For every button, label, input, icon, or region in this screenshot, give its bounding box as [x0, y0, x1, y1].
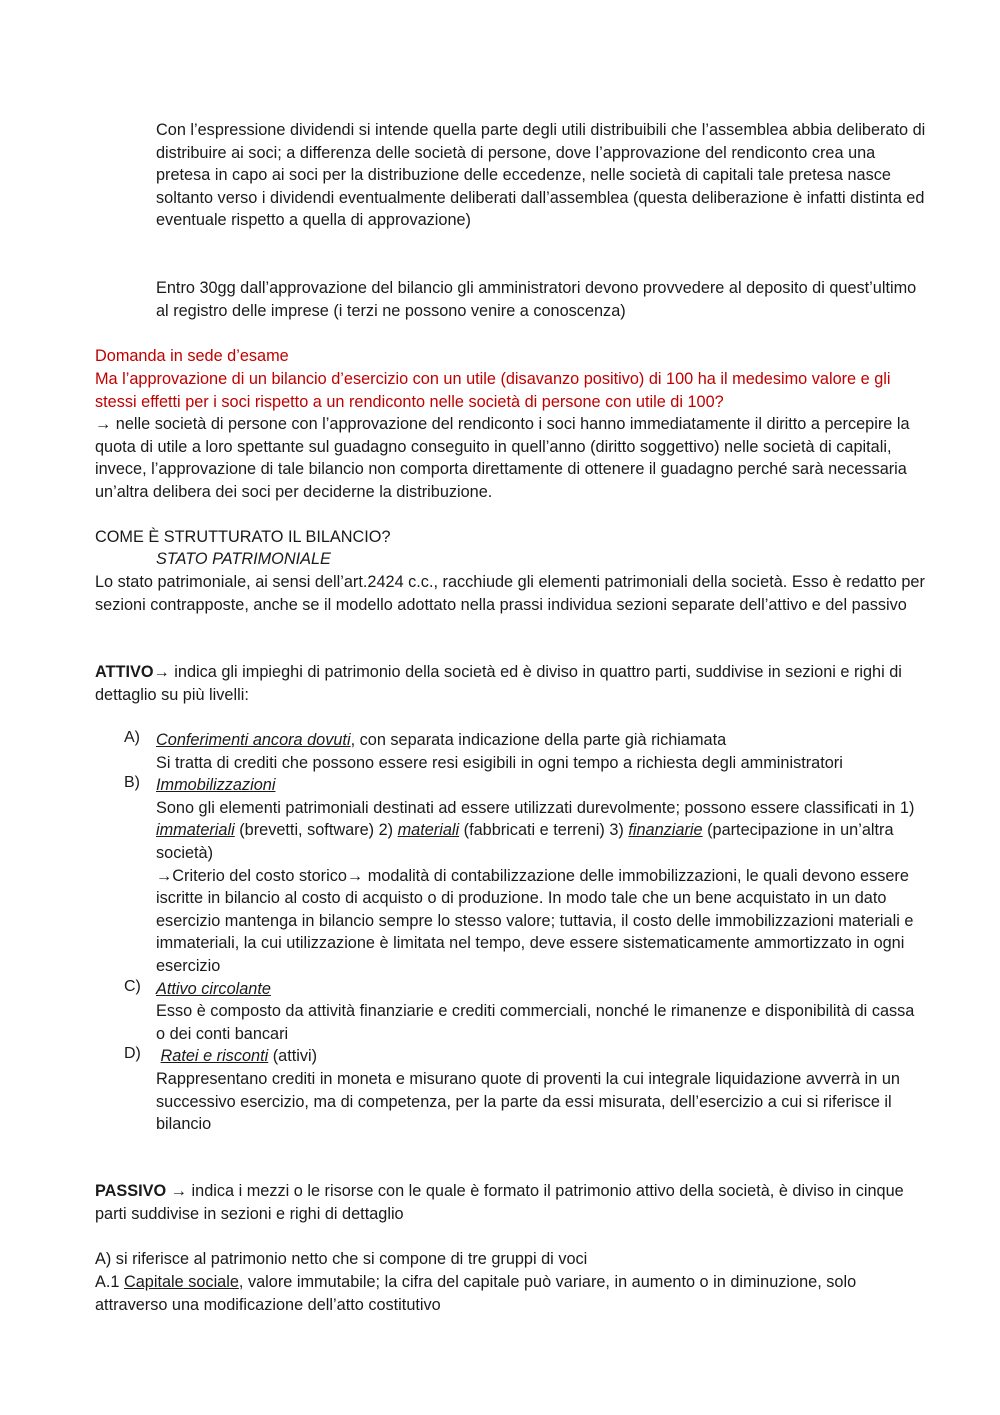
item-title: Conferimenti ancora dovuti [156, 731, 351, 749]
passivo-text: → indica i mezzi o le risorse con le quale è formato il patrimonio attivo della società, è diviso in cinque parti suddivise in sezioni e righi di dettaglio [95, 1182, 904, 1223]
list-item: D) Ratei e risconti (attivi) Rappresentano crediti in moneta e misurano quote di proventi la cui integrale liquidazione avverrà in un successivo esercizio, ma di competenza, per la parte da essi misurata, dell’esercizio a cui si riferisce il bilancio [95, 1045, 925, 1135]
list-item [95, 978, 925, 1046]
item-body: Si tratta di crediti che possono essere resi esigibili in ogni tempo a richiesta degli amministratori [156, 753, 843, 772]
stato-patrimoniale-intro: Lo stato patrimoniale, ai sensi dell’art.2424 c.c., racchiude gli elementi patrimoniali della società. Esso è redatto per sezioni contrapposte, anche se il modello adottato nella prassi individua sezioni separate dell’attivo e del passivo [95, 573, 925, 614]
attivo-label: ATTIVO [95, 663, 154, 681]
item-title: Ratei e risconti [160, 1047, 269, 1066]
passivo-a-line: A) si riferisce al patrimonio netto che si compone di tre gruppi di voci [95, 1250, 588, 1268]
list-item: A) Conferimenti ancora dovuti, con separata indicazione della parte già richiamata Si tratta di crediti che possono essere resi esigibili in ogni tempo a richiesta degli amministratori [95, 729, 925, 774]
capitale-sociale-term: Capitale sociale [123, 1273, 239, 1291]
item-title: Attivo circolante [156, 979, 271, 998]
passivo-paragraph [95, 1180, 925, 1225]
passivo-label: PASSIVO [95, 1182, 167, 1200]
item-criterion: →Criterio del costo storico→ modalità di contabilizzazione delle immobilizzazioni, le quali devono essere iscritte in bilancio al costo di acquisto o di produzione. In modo tale che un bene acquistato in un dato esercizio mantenga in bilancio sempre lo stesso valore; tuttavia, il costo delle immobilizzazioni materiali e immateriali, la cui utilizzazione è limitata nel tempo, deve essere sistematicamente ammortizzato in ogni esercizio [156, 866, 914, 975]
item-letter: D) [124, 1045, 141, 1063]
exam-answer: → nelle società di persone con l’approvazione del rendiconto i soci hanno immediatamente il diritto a percepire la quota di utile a loro spettante sul guadagno conseguito in quell’anno (diritto soggettivo) nelle società di capitali, invece, l’approvazione di tale bilancio non comporta direttamente di ottenere il guadagno perché sarà necessaria un’altra delibera dei soci per deciderne la distribuzione. [95, 415, 910, 501]
item-letter: B) [124, 774, 140, 792]
dividends-paragraph: Con l’espressione dividendi si intende quella parte degli utili distribuibili che l’assemblea abbia deliberato di distribuire ai soci; a differenza delle società di persone, dove l’approvazione del rendiconto crea una pretesa in capo ai soci per la distribuzione delle eccedenze, nelle società di capitali tale pretesa nasce soltanto verso i dividendi eventualmente deliberati dall’assemblea (questa deliberazione è infatti distinta ed eventuale rispetto a quella di approvazione) [156, 121, 926, 230]
item-body: Esso è composto da attività finanziarie e crediti commerciali, nonché le rimanenze e disponibilità di cassa o dei conti bancari [156, 1002, 915, 1043]
item-letter: A) [124, 729, 140, 746]
attivo-text: → indica gli impieghi di patrimonio della società ed è diviso in quattro parti, suddivise in sezioni e righi di dettaglio su più livelli: [95, 663, 902, 704]
exam-question: Ma l’approvazione di un bilancio d’esercizio con un utile (disavanzo positivo) di 100 ha il medesimo valore e gli stessi effetti per i soci rispetto a un rendiconto nelle società di persone con utile di 100? [95, 370, 891, 411]
item-body: Rappresentano crediti in moneta e misurano quote di proventi la cui integrale liquidazione avverrà in un successivo esercizio, ma di competenza, per la parte da essi misurata, dell’esercizio a cui si riferisce il bilancio [156, 1069, 900, 1134]
attivo-paragraph [95, 661, 925, 706]
item-body: Sono gli elementi patrimoniali destinati ad essere utilizzati durevolmente; possono essere classificati in 1) immateriali (brevetti, software) 2) materiali (fabbricati e terreni) 3) finanziarie (partecipazione in un’altra società) [156, 798, 915, 862]
exam-heading: Domanda in sede d’esame [95, 347, 289, 365]
structure-heading: COME È STRUTTURATO IL BILANCIO? [95, 528, 391, 546]
stato-patrimoniale-subheading: STATO PATRIMONIALE [156, 550, 331, 568]
item-letter: C) [124, 977, 141, 995]
list-item [95, 774, 925, 977]
passivo-a1-line: A.1 Capitale sociale, valore immutabile; la cifra del capitale può variare, in aumento o in diminuzione, solo attraverso una modificazione dell’atto costitutivo [95, 1273, 857, 1314]
attivo-list [95, 729, 925, 1136]
deposit-paragraph: Entro 30gg dall’approvazione del bilancio gli amministratori devono provvedere al deposito di quest’ultimo al registro delle imprese (i terzi ne possono venire a conoscenza) [156, 279, 917, 320]
item-title: Immobilizzazioni [156, 776, 276, 795]
